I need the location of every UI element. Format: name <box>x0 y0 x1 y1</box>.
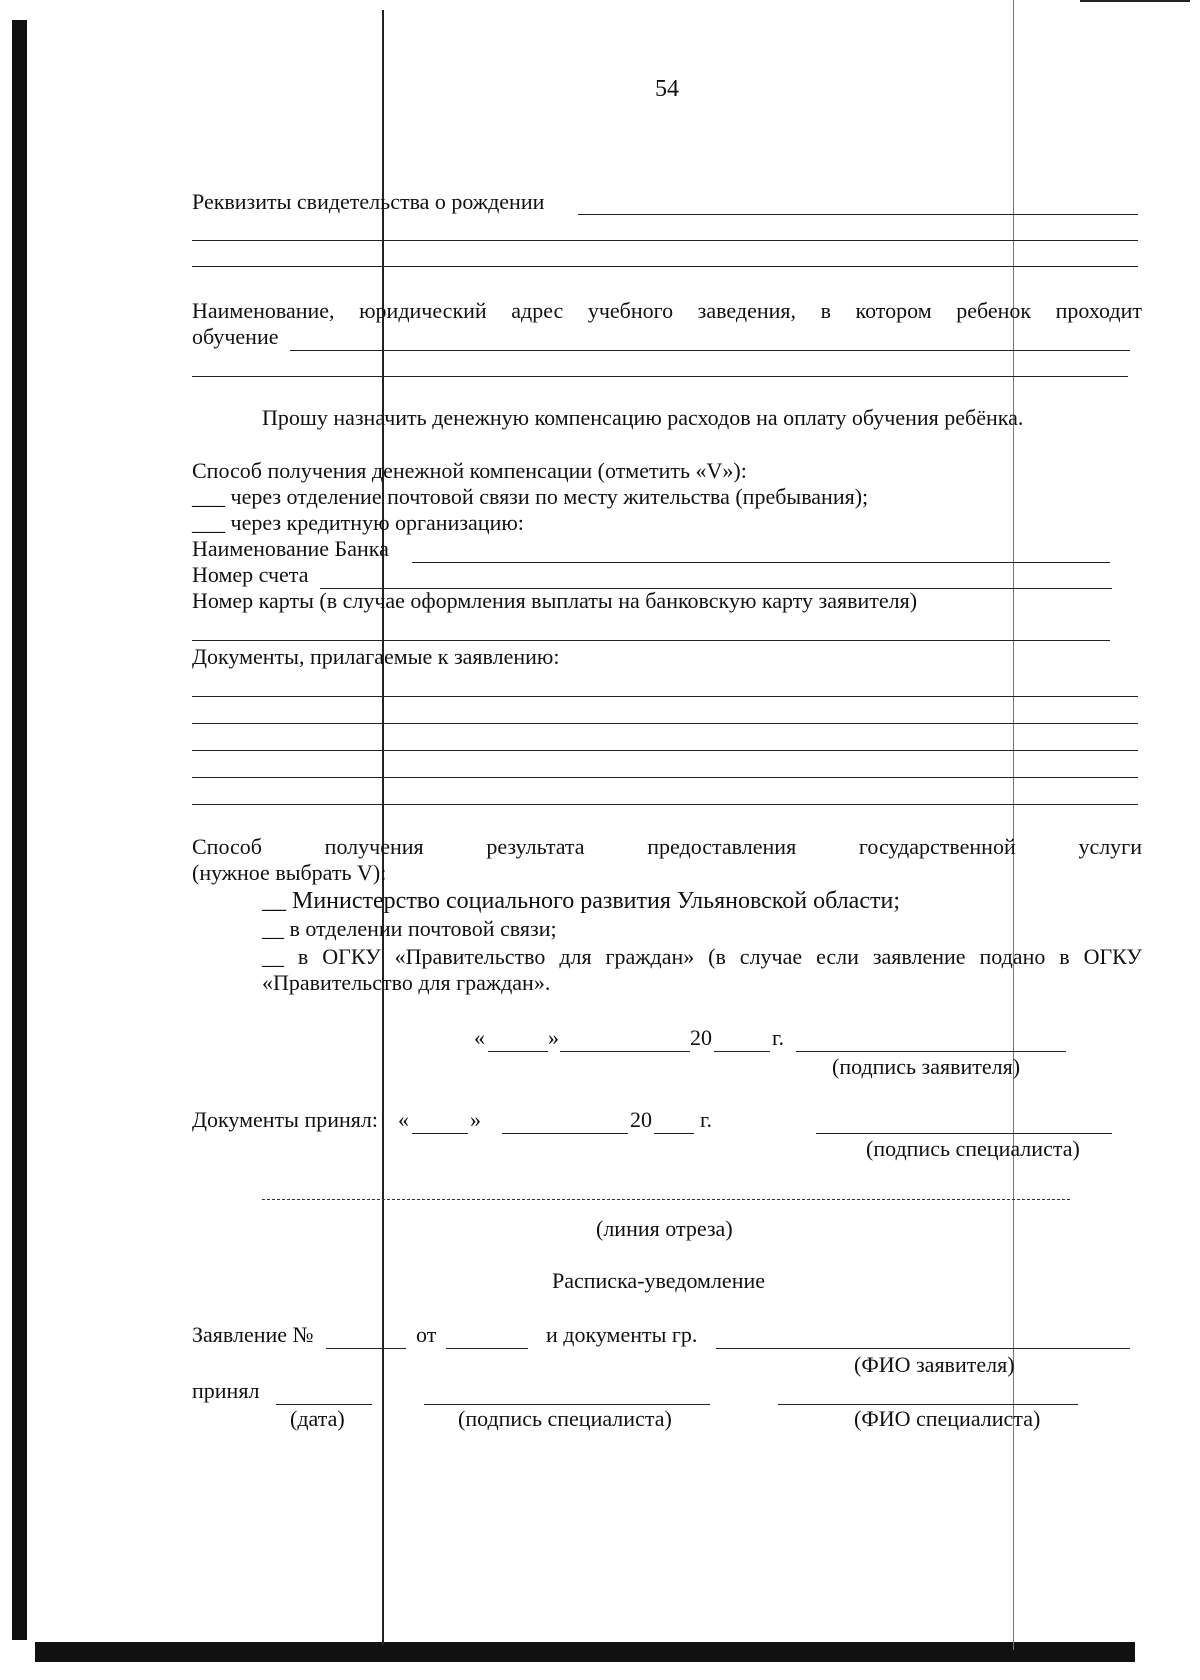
birth-certificate-field-line-2[interactable] <box>192 240 1138 241</box>
corner-line <box>1080 0 1190 2</box>
docs-from-label: и документы гр. <box>546 1322 698 1347</box>
statement-from-label: от <box>416 1322 437 1347</box>
birth-certificate-field-line-3[interactable] <box>192 266 1138 267</box>
applicant-date-day-field[interactable] <box>488 1051 548 1052</box>
fold-line-right <box>1013 0 1014 1650</box>
receipt-specialist-fio-caption: (ФИО специалиста) <box>854 1406 1041 1431</box>
result-option-ogku-line1: __ в ОГКУ «Правительство для граждан» (в случае если заявление подано в ОГКУ <box>262 944 1142 969</box>
result-method-word: результата <box>486 834 585 859</box>
scan-edge-left <box>12 20 27 1640</box>
payment-option-post: ___ через отделение почтовой связи по месту жительства (пребывания); <box>192 484 869 509</box>
specialist-signature-caption: (подпись специалиста) <box>866 1136 1080 1161</box>
attached-docs-line-4[interactable] <box>192 777 1138 778</box>
cut-line-caption: (линия отреза) <box>596 1216 733 1241</box>
result-option-ministry: __ Министерство социального развития Ульяновской области; <box>262 888 900 914</box>
birth-certificate-field[interactable] <box>578 214 1138 215</box>
result-option-ogku-line2: «Правительство для граждан». <box>262 970 551 995</box>
payment-option-credit: ___ через кредитную организацию: <box>192 510 524 535</box>
bank-name-label: Наименование Банка <box>192 536 389 561</box>
accepted-date-year-prefix: 20 <box>630 1107 652 1132</box>
result-method-word: услуги <box>1078 834 1142 859</box>
attached-docs-label: Документы, прилагаемые к заявлению: <box>192 644 560 669</box>
accepted-date-open-quote: « <box>398 1107 409 1132</box>
school-field[interactable] <box>290 350 1130 351</box>
applicant-fio-caption: (ФИО заявителя) <box>854 1352 1015 1377</box>
receipt-date-caption: (дата) <box>290 1406 345 1431</box>
accepted-date-year-suffix: г. <box>700 1107 713 1132</box>
receipt-accepted-label: принял <box>192 1378 260 1403</box>
accepted-date-year-field[interactable] <box>654 1133 694 1134</box>
applicant-date-year-suffix: г. <box>772 1025 785 1050</box>
applicant-date-year-field[interactable] <box>714 1051 770 1052</box>
applicant-signature-field[interactable] <box>796 1051 1066 1052</box>
school-field-line-2[interactable] <box>192 376 1128 377</box>
applicant-fio-field[interactable] <box>716 1348 1130 1349</box>
card-field[interactable] <box>192 640 1110 641</box>
payment-method-title: Способ получения денежной компенсации (отметить «V»): <box>192 458 747 483</box>
attached-docs-line-1[interactable] <box>192 696 1138 697</box>
attached-docs-line-3[interactable] <box>192 750 1138 751</box>
result-method-title-line2: (нужное выбрать V): <box>192 860 387 885</box>
page-number: 54 <box>655 76 679 102</box>
result-method-word: получения <box>324 834 424 859</box>
statement-number-field[interactable] <box>326 1348 406 1349</box>
specialist-signature-field[interactable] <box>816 1133 1112 1134</box>
fold-line-left <box>382 10 384 1645</box>
accepted-date-month-field[interactable] <box>502 1133 628 1134</box>
applicant-signature-caption: (подпись заявителя) <box>832 1054 1021 1079</box>
accepted-date-close-quote: » <box>470 1107 481 1132</box>
result-method-word: Способ <box>192 834 262 859</box>
result-method-word: предоставления <box>647 834 797 859</box>
school-label-line2: обучение <box>192 324 279 349</box>
birth-certificate-label: Реквизиты свидетельства о рождении <box>192 189 545 214</box>
statement-date-field[interactable] <box>446 1348 528 1349</box>
receipt-date-field[interactable] <box>276 1404 372 1405</box>
result-method-title-line1 <box>192 834 1142 860</box>
statement-number-label: Заявление № <box>192 1322 314 1347</box>
request-text: Прошу назначить денежную компенсацию расходов на оплату обучения ребёнка. <box>262 405 1024 430</box>
receipt-specialist-fio-field[interactable] <box>778 1404 1078 1405</box>
accepted-label: Документы принял: <box>192 1107 378 1132</box>
attached-docs-line-2[interactable] <box>192 723 1138 724</box>
applicant-date-open-quote: « <box>474 1025 485 1050</box>
applicant-date-year-prefix: 20 <box>690 1025 712 1050</box>
applicant-date-close-quote: » <box>548 1025 559 1050</box>
scan-edge-bottom <box>35 1642 1135 1662</box>
bank-name-field[interactable] <box>412 562 1110 563</box>
receipt-specialist-signature-field[interactable] <box>424 1404 710 1405</box>
attached-docs-line-5[interactable] <box>192 804 1138 805</box>
account-label: Номер счета <box>192 562 309 587</box>
accepted-date-day-field[interactable] <box>412 1133 468 1134</box>
applicant-date-month-field[interactable] <box>560 1051 690 1052</box>
result-method-word: государственной <box>858 834 1016 859</box>
card-label: Номер карты (в случае оформления выплаты на банковскую карту заявителя) <box>192 588 918 613</box>
receipt-title: Расписка-уведомление <box>552 1268 766 1293</box>
result-option-post: __ в отделении почтовой связи; <box>262 916 557 941</box>
school-label-line1: Наименование, юридический адрес учебного заведения, в котором ребенок проходит <box>192 298 1142 323</box>
receipt-specialist-signature-caption: (подпись специалиста) <box>458 1406 672 1431</box>
cut-line <box>262 1199 1070 1200</box>
